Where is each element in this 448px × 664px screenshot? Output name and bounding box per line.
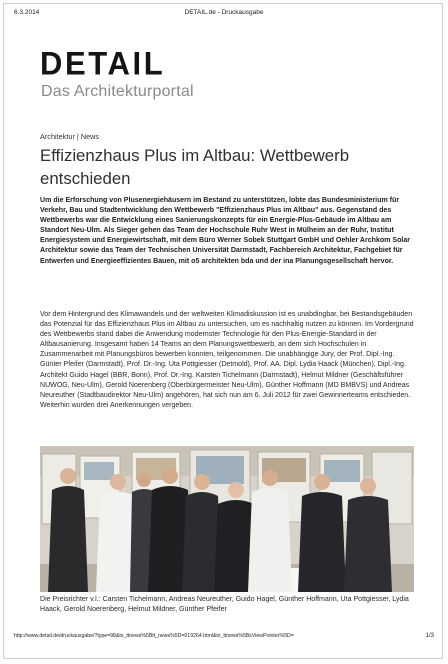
logo-subtitle: Das Architekturportal (41, 83, 194, 100)
print-title: DETAIL.de - Druckausgabe (184, 9, 264, 16)
article-lead: Um die Erforschung von Plusenergiehäusern im Bestand zu unterstützen, lobte das Bundesministerium für Verkehr, Bau und Stadtentwicklung den Wettbewerb "Effizienzhaus Plus im Altbau" aus. Gegenstand des Wettbewerbs war die Entwicklung eines Sanierungskonzepts für ein Energie-Plus-Gebäude im Altbau am Standort Neu-Ulm. Als Sieger gehen das Team der Hochschule Ruhr West in Mülheim an der Ruhr, Institut Energiesystem und Energiewirtschaft, mit dem Büro Werner Sobek Stuttgart GmbH und Oehler Archkom Solar Architektur sowie das Team der Technischen Universität Darmstadt, Fachbereich Architektur, Fachgebiet für Entwerfen und Energieeffizientes Bauen, mit o5 architekten bda und der ina Planungsgesellschaft hervor. (40, 197, 411, 265)
print-date: 6.3.2014 (14, 9, 40, 16)
article-headline: Effizienzhaus Plus im Altbau: Wettbewerb entschieden (40, 146, 350, 188)
article-section: Architektur | News (40, 132, 100, 141)
page-number: 1/3 (425, 633, 434, 639)
detail-logo: DETAIL (40, 44, 166, 83)
photo-caption: Die Preisrichter v.l.: Carsten Tichelmann, Andreas Neureuther, Guido Hagel, Günther Hoffmann, Uta Pottgiesser, Lydia Haack, Gerold Noerenberg, Helmut Mildner, Günther Pfeifer (40, 596, 409, 614)
jury-photo (40, 446, 414, 592)
article-body: Vor dem Hintergrund des Klimawandels und der weltweiten Klimadiskussion ist es unabdingbar, bei Bestandsgebäuden das Potenzial für das Effizienzhaus Plus im Altbau zu untersuchen, um es nachhaltig nutzen zu können. Im Vordergrund des Wettbewerbs stand dabei die Anwendung modernster Technologie für den Plus-Energie-Standard in der Altbausanierung. Insgesamt haben 14 Teams an dem Planungswettbewerb, an dem sich Hochschulen in Zusammenarbeit mit Planungsbüros bewerben konnten, teilgenommen. Die unabhängige Jury, der Prof. Dipl.-Ing. Günter Pfeifer (Darmstadt), Prof. Dr.-Ing. Uta Pottgiesser (Detmold), Prof. AA. Dipl. Lydia Haack (München), Dipl.-Ing. Architekt Guido Hagel (BBR, Bonn), Prof. Dr.-Ing. Karsten Tichelmann (Darmstadt), Helmut Mildner (Geschäftsführer NUWOG, Neu-Ulm), Gerold Noerenberg (Oberbürgermeister Neu-Ulm), Günther Hoffmann (MD BMBVS) und Andreas Neureuther (Stadtbaudirektor Neu-Ulm) angehören, hat sich nun am 6. Juli 2012 für zwei Gewinnerteams entschieden. Weiterhin wurden drei Anerkennungen vergeben. (40, 311, 414, 409)
print-url: http://www.detail.de/druckausgabe/?type=98&tx_ttnews%5Btt_news%5D=019264.html&tx_ttnews%5BsViewPointer%5D= (14, 633, 294, 639)
